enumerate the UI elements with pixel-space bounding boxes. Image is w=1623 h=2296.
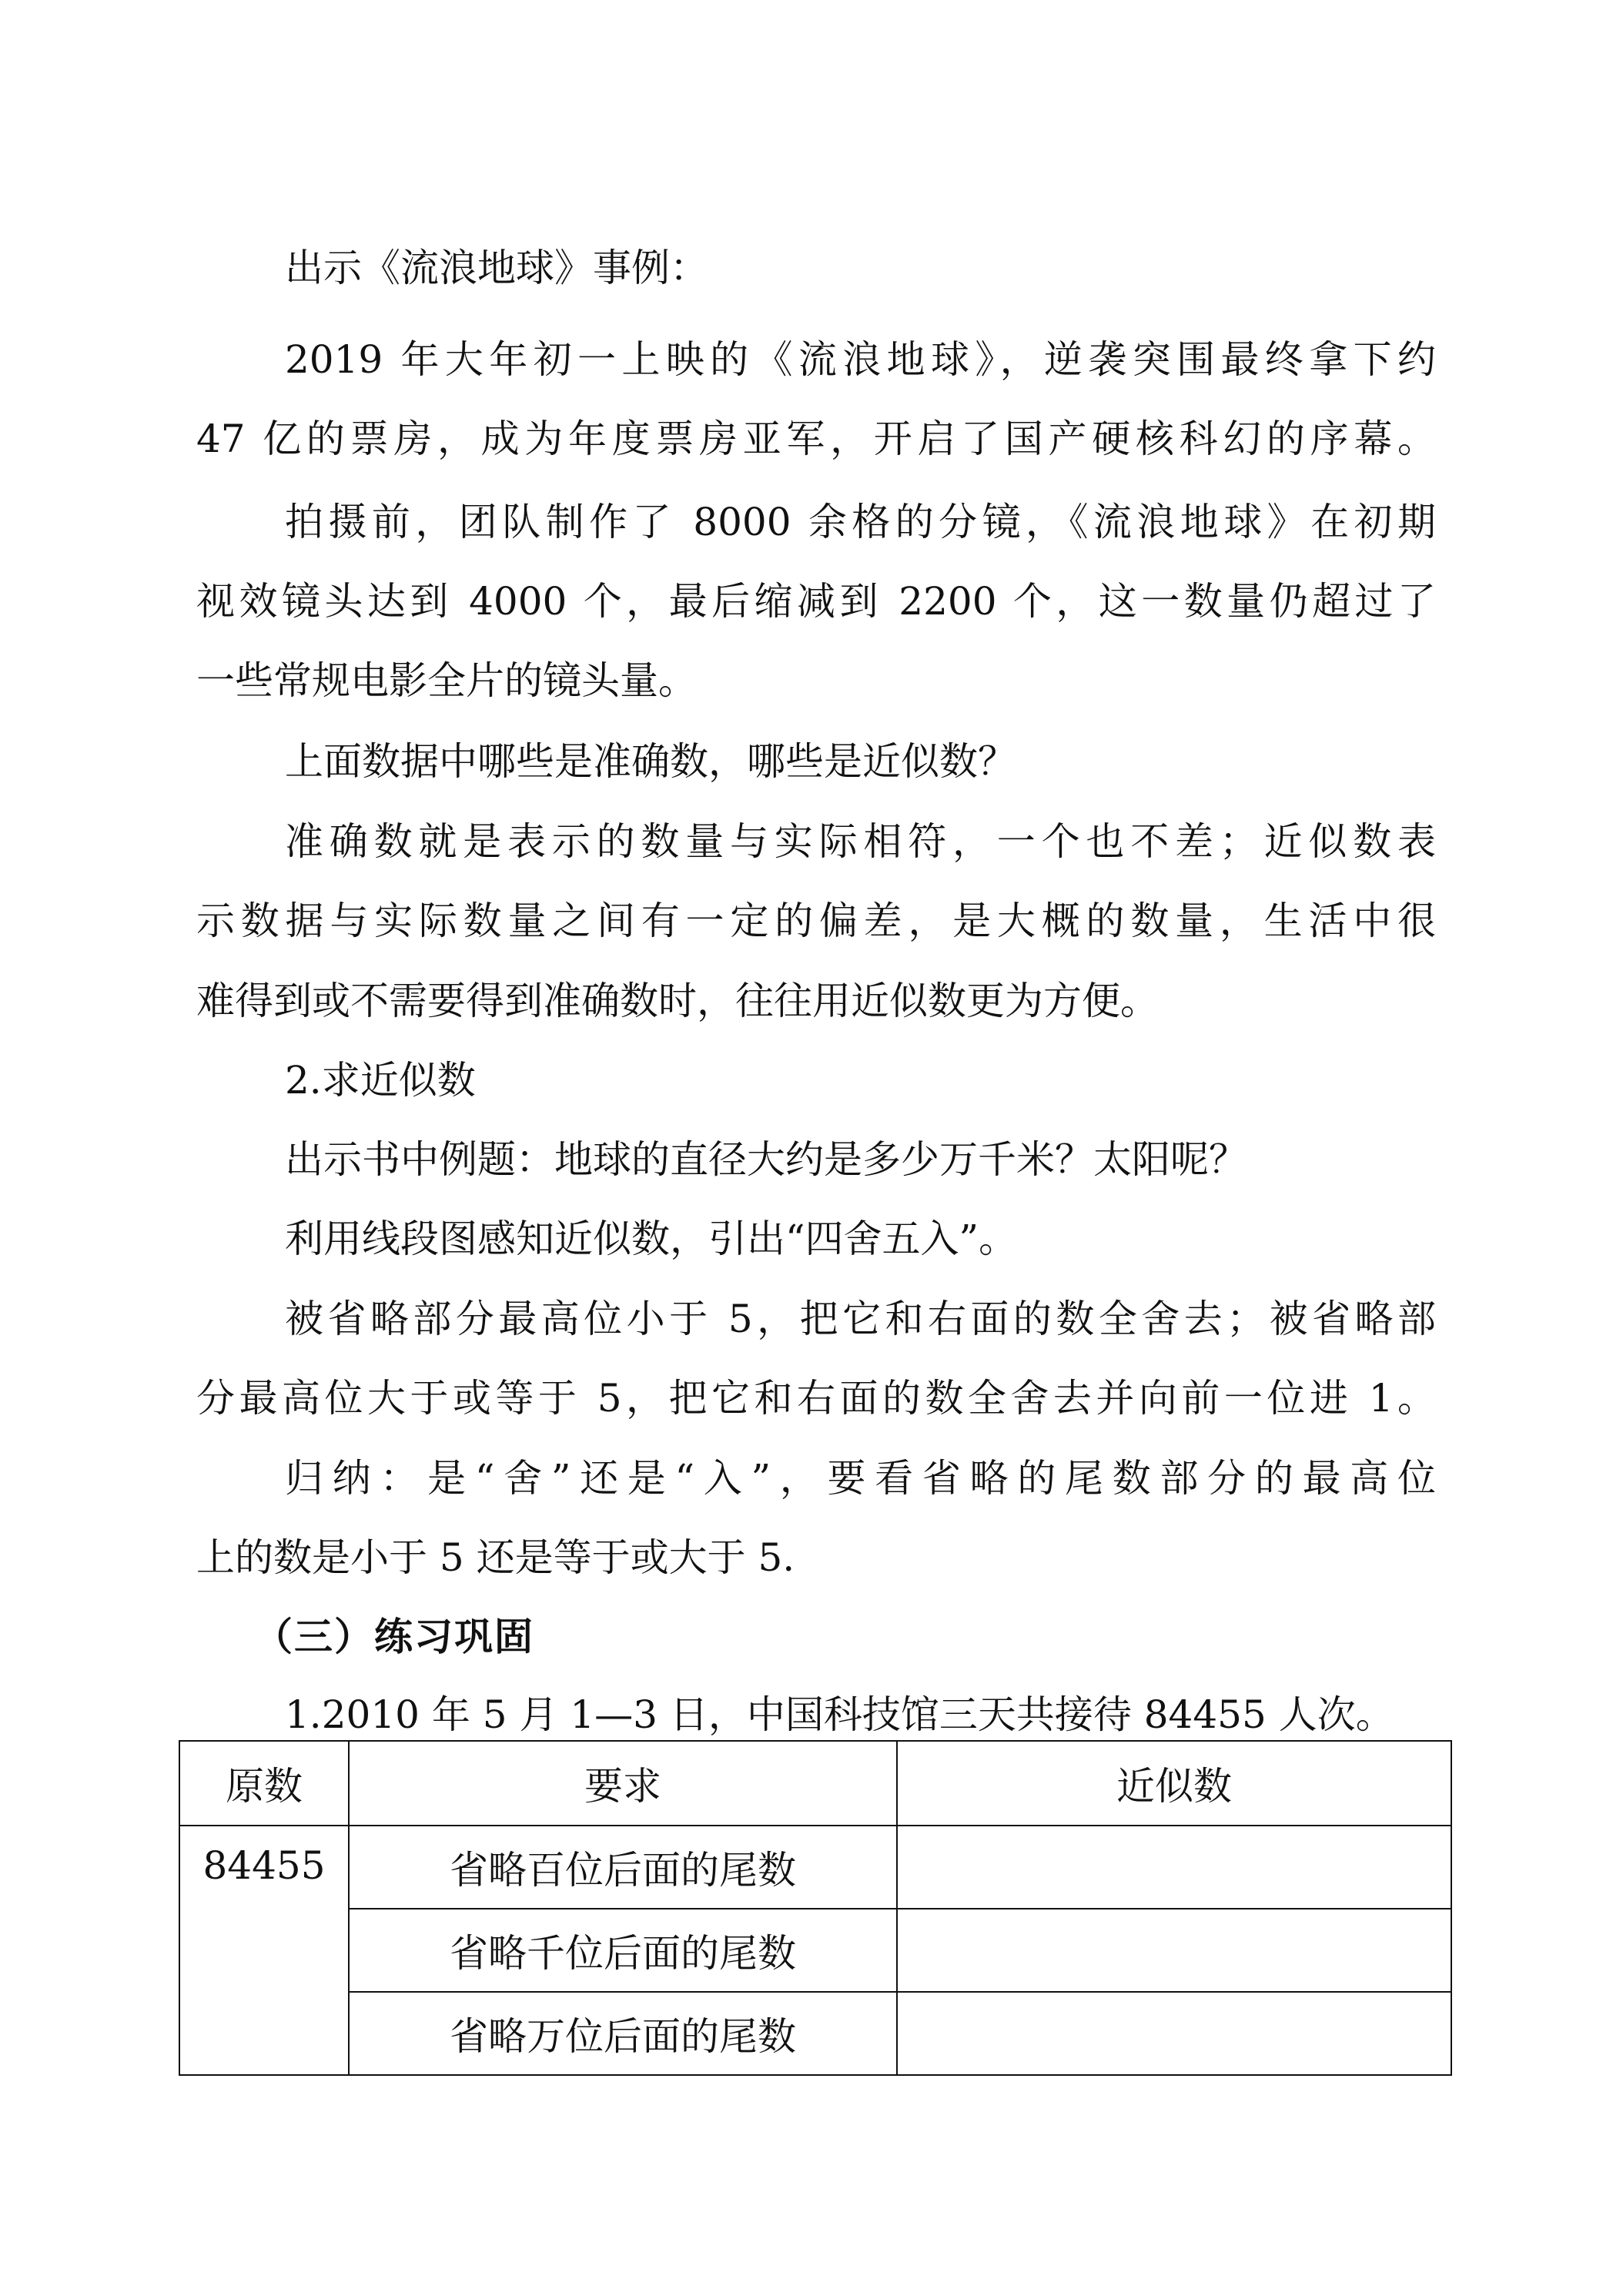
requirement-cell: 省略千位后面的尾数 (349, 1909, 897, 1992)
paragraph-line: 分最高位大于或等于 5，把它和右面的数全舍去并向前一位进 1。 (196, 1376, 1436, 1421)
paragraph-line: 归纳：是“舍”还是“入”，要看省略的尾数部分的最高位 (285, 1456, 1436, 1501)
paragraph-line: 被省略部分最高位小于 5，把它和右面的数全舍去；被省略部 (285, 1297, 1436, 1341)
table-header-row (179, 1741, 1451, 1826)
section-subheading: 2.求近似数 (285, 1058, 476, 1103)
paragraph-line: 难得到或不需要得到准确数时，往往用近似数更为方便。 (196, 979, 1159, 1023)
paragraph-line: 利用线段图感知近似数，引出“四舍五入”。 (285, 1217, 1018, 1261)
paragraph-line: 2019 年大年初一上映的《流浪地球》，逆袭突围最终拿下约 (285, 337, 1436, 382)
table-row (179, 1826, 1451, 1909)
paragraph-line: 视效镜头达到 4000 个，最后缩减到 2200 个，这一数量仍超过了 (196, 579, 1436, 624)
original-number-cell: 84455 (179, 1826, 349, 2075)
exercise-table (179, 1740, 1452, 2076)
header-requirement: 要求 (349, 1741, 897, 1826)
paragraph-line: 47 亿的票房，成为年度票房亚军，开启了国产硬核科幻的序幕。 (196, 417, 1436, 461)
table-row (179, 1909, 1451, 1992)
paragraph-line: 一些常规电影全片的镜头量。 (196, 658, 697, 703)
requirement-cell: 省略万位后面的尾数 (349, 1992, 897, 2075)
approximation-answer-cell (897, 1909, 1451, 1992)
section-heading: （三）练习巩固 (254, 1615, 534, 1659)
paragraph-line: 上的数是小于 5 还是等于或大于 5. (196, 1535, 795, 1580)
paragraph-line: 示数据与实际数量之间有一定的偏差，是大概的数量，生活中很 (196, 899, 1436, 943)
paragraph-line: 拍摄前，团队制作了 8000 余格的分镜，《流浪地球》在初期 (285, 500, 1436, 544)
paragraph-line: 准确数就是表示的数量与实际相符，一个也不差；近似数表 (285, 819, 1436, 864)
header-original: 原数 (179, 1741, 349, 1826)
requirement-cell: 省略百位后面的尾数 (349, 1826, 897, 1909)
approximation-answer-cell (897, 1992, 1451, 2075)
table-row (179, 1992, 1451, 2075)
paragraph-line: 出示《流浪地球》事例： (285, 246, 708, 290)
paragraph-line: 出示书中例题：地球的直径大约是多少万千米？太阳呢？ (285, 1137, 1247, 1182)
header-approximation: 近似数 (897, 1741, 1451, 1826)
paragraph-line: 上面数据中哪些是准确数，哪些是近似数？ (285, 739, 1016, 784)
exercise-question: 1.2010 年 5 月 1—3 日，中国科技馆三天共接待 84455 人次。 (285, 1692, 1394, 1737)
approximation-answer-cell (897, 1826, 1451, 1909)
